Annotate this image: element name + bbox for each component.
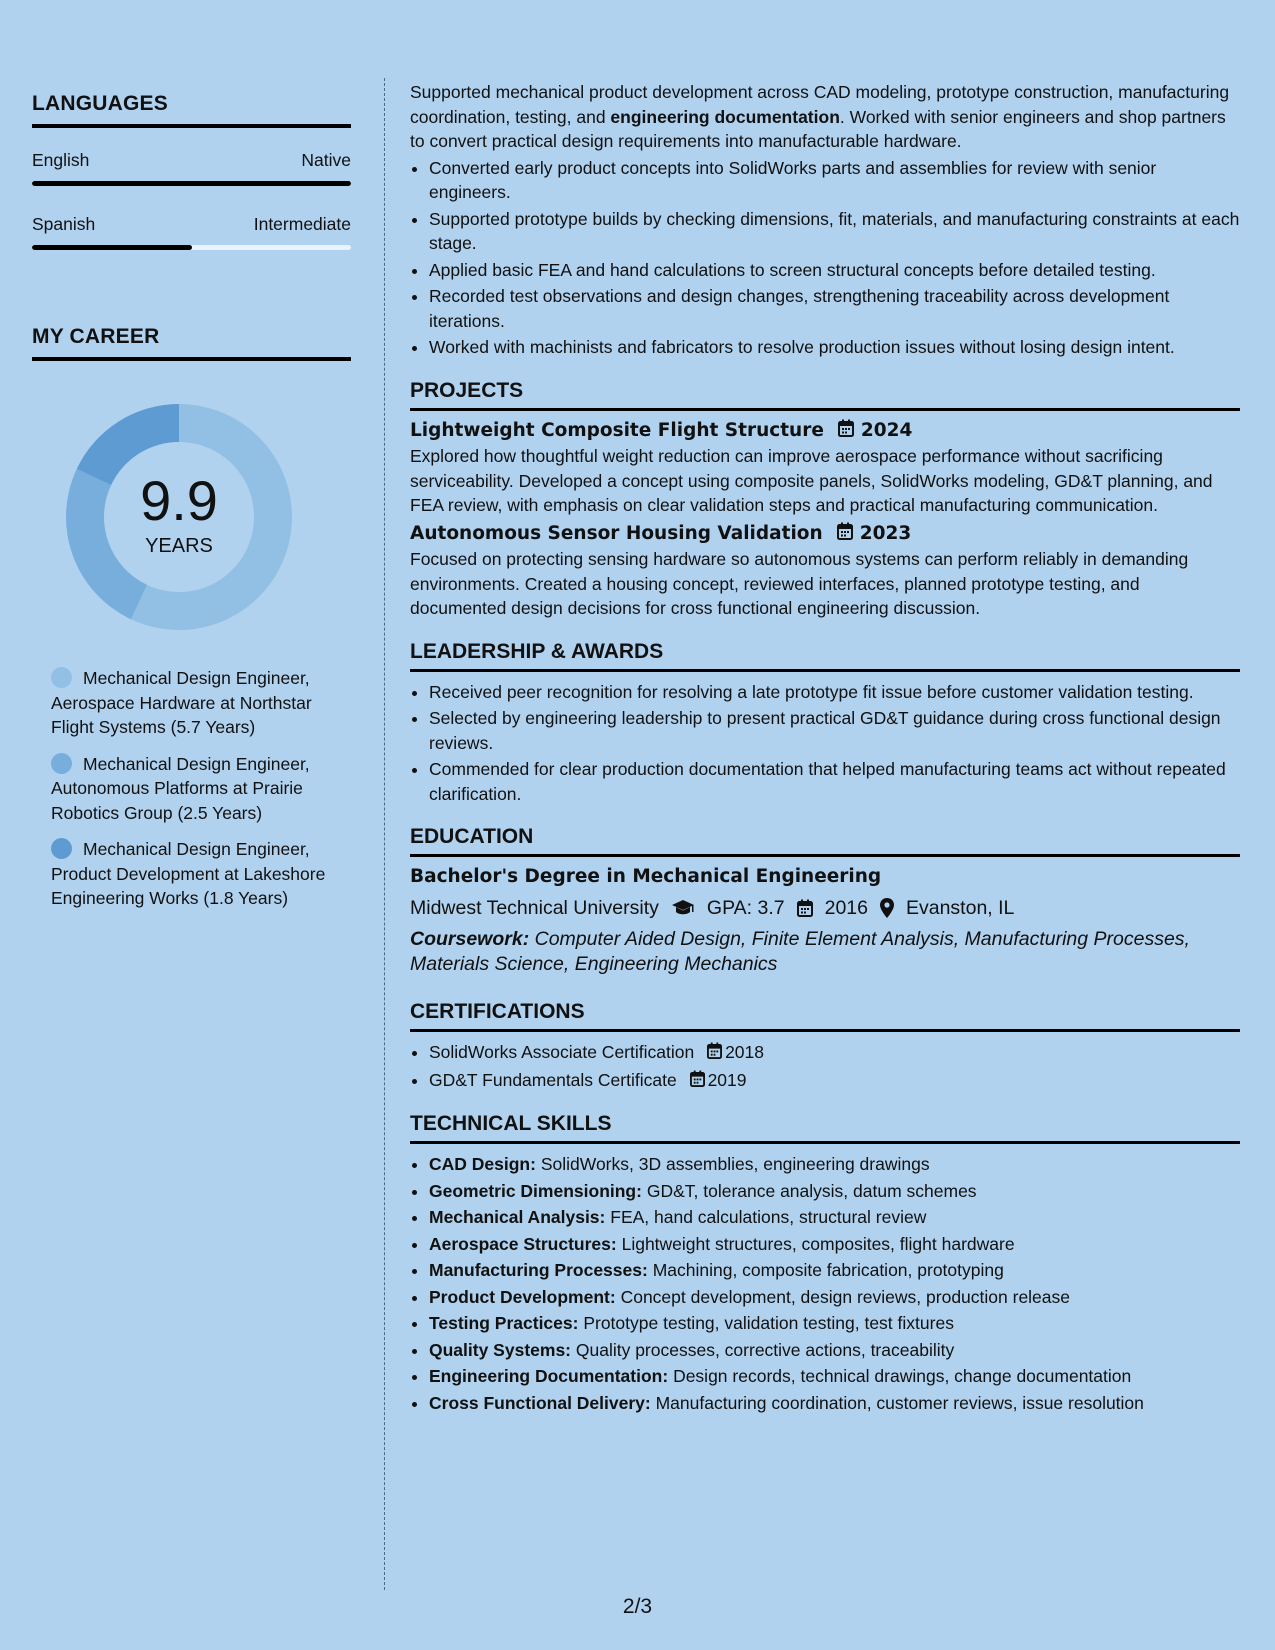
experience-summary xyxy=(410,80,1240,154)
calendar-icon xyxy=(797,899,813,917)
skill-value: Quality processes, corrective actions, traceability xyxy=(575,1339,955,1360)
language-name: Spanish xyxy=(32,214,96,234)
certification-year: 2019 xyxy=(707,1069,747,1090)
education-coursework xyxy=(410,927,1240,977)
project-description: Focused on protecting sensing hardware so autonomous systems can perform reliably in demanding environments. Created a housing concept, reviewed interfaces, planned prototype testing, and documented design decisions for cross functional engineering discussion. xyxy=(410,549,1189,618)
language-item xyxy=(32,214,351,250)
career-role xyxy=(51,666,351,740)
role-color-dot xyxy=(51,667,72,688)
career-role xyxy=(51,752,351,826)
skill-value: Prototype testing, validation testing, test fixtures xyxy=(583,1313,954,1334)
coursework-label: Coursework: xyxy=(410,928,530,950)
career-donut-chart xyxy=(66,404,292,630)
right-column xyxy=(410,80,1240,1417)
skill-item xyxy=(429,1338,1240,1363)
experience-bullets xyxy=(410,156,1240,360)
skill-label: Geometric Dimensioning: xyxy=(429,1180,642,1201)
skill-item xyxy=(429,1258,1240,1283)
skill-item xyxy=(429,1364,1240,1389)
role-text: Mechanical Design Engineer, Aerospace Hardware at Northstar Flight Systems (5.7 Years) xyxy=(51,668,312,737)
language-name: English xyxy=(32,150,90,170)
skill-value: Concept development, design reviews, production release xyxy=(620,1286,1071,1307)
skill-label: CAD Design: xyxy=(429,1154,536,1175)
education-degree: Bachelor's Degree in Mechanical Engineering xyxy=(410,866,882,887)
calendar-icon xyxy=(707,1041,722,1066)
skill-label: Manufacturing Processes: xyxy=(429,1260,648,1281)
skill-item xyxy=(429,1285,1240,1310)
skill-value: Manufacturing coordination, customer reviews, issue resolution xyxy=(655,1392,1144,1413)
skill-value: Design records, technical drawings, change documentation xyxy=(673,1366,1132,1387)
skill-value: SolidWorks, 3D assemblies, engineering drawings xyxy=(540,1154,930,1175)
language-proficiency-fill xyxy=(32,245,192,250)
certifications-title: CERTIFICATIONS xyxy=(410,999,1240,1032)
project-year: 2023 xyxy=(859,523,912,544)
leadership-item: • Selected by engineering leadership to present practical GD&T guidance during cross functional design reviews. xyxy=(429,706,1240,755)
project-item xyxy=(410,522,1240,621)
skill-item xyxy=(429,1232,1240,1257)
skill-label: Aerospace Structures: xyxy=(429,1233,617,1254)
projects-title: PROJECTS xyxy=(410,378,1240,411)
skill-item xyxy=(429,1311,1240,1336)
leadership-item: • Commended for clear production documentation that helped manufacturing teams act without repeated clarification. xyxy=(429,757,1240,806)
summary-emphasis: engineering documentation xyxy=(610,106,840,127)
skill-value: Machining, composite fabrication, prototyping xyxy=(652,1260,1004,1281)
skill-item xyxy=(429,1391,1240,1416)
skills-list xyxy=(410,1152,1240,1415)
certification-name: SolidWorks Associate Certification xyxy=(429,1042,695,1062)
experience-bullet: • Converted early product concepts into SolidWorks parts and assemblies for review with senior engineers. xyxy=(429,156,1240,205)
left-column xyxy=(32,92,351,923)
experience-bullet: • Recorded test observations and design changes, strengthening traceability across development iterations. xyxy=(429,284,1240,333)
skill-value: FEA, hand calculations, structural review xyxy=(610,1207,927,1228)
skill-label: Mechanical Analysis: xyxy=(429,1207,606,1228)
role-color-dot xyxy=(51,753,72,774)
role-text: Mechanical Design Engineer, Product Development at Lakeshore Engineering Works (1.8 Years) xyxy=(51,839,326,908)
career-title: MY CAREER xyxy=(32,325,351,361)
project-year: 2024 xyxy=(860,420,913,441)
leadership-list xyxy=(410,680,1240,807)
certification-item xyxy=(429,1040,1240,1066)
education-location: Evanston, IL xyxy=(905,896,1015,919)
language-item xyxy=(32,150,351,186)
skill-item xyxy=(429,1205,1240,1230)
project-description: Explored how thoughtful weight reduction can improve aerospace performance without sacrificing serviceability. Developed a concept using composite panels, SolidWorks modeling, GD&T planning, and FEA review, with emphasis on clear validation steps and practical manufacturing communication. xyxy=(410,446,1213,515)
skill-label: Product Development: xyxy=(429,1286,616,1307)
skill-label: Testing Practices: xyxy=(429,1313,579,1334)
language-level: Native xyxy=(301,150,351,170)
skill-label: Cross Functional Delivery: xyxy=(429,1392,651,1413)
skill-value: GD&T, tolerance analysis, datum schemes xyxy=(646,1180,977,1201)
project-name: Lightweight Composite Flight Structure xyxy=(410,420,824,441)
education-school: Midwest Technical University xyxy=(410,896,659,919)
project-item xyxy=(410,419,1240,518)
language-level: Intermediate xyxy=(253,214,351,234)
column-divider xyxy=(384,78,385,1590)
education-details xyxy=(410,896,1240,921)
calendar-icon xyxy=(690,1069,705,1094)
skill-value: Lightweight structures, composites, flight hardware xyxy=(621,1233,1015,1254)
education-title: EDUCATION xyxy=(410,824,1240,857)
page-number: 2/3 xyxy=(622,1595,653,1618)
calendar-icon xyxy=(838,419,854,445)
leadership-item: • Received peer recognition for resolving a late prototype fit issue before customer validation testing. xyxy=(429,680,1240,705)
location-pin-icon xyxy=(880,898,894,918)
coursework-text: Computer Aided Design, Finite Element Analysis, Manufacturing Processes, Materials Science, Engineering Mechanics xyxy=(410,928,1190,975)
language-proficiency-bar xyxy=(32,181,351,186)
certifications-list xyxy=(410,1040,1240,1093)
career-total-years: 9.9 xyxy=(140,468,218,532)
languages-title: LANGUAGES xyxy=(32,92,351,128)
graduation-cap-icon xyxy=(671,899,695,917)
skill-label: Quality Systems: xyxy=(429,1339,571,1360)
skill-label: Engineering Documentation: xyxy=(429,1366,669,1387)
summary-text: Supported mechanical product development across CAD modeling, prototype construction, manufacturing coordination, testing, and xyxy=(410,82,1230,127)
skill-item xyxy=(429,1152,1240,1177)
skill-item xyxy=(429,1179,1240,1204)
certification-year: 2018 xyxy=(725,1042,765,1062)
career-roles-list xyxy=(51,666,351,911)
summary-text: . Worked with senior engineers and shop partners to convert practical design requirements into manufacturable hardware. xyxy=(410,106,1226,151)
language-proficiency-fill xyxy=(32,181,351,186)
certification-item xyxy=(429,1068,1240,1094)
language-proficiency-bar xyxy=(32,245,351,250)
experience-bullet: • Worked with machinists and fabricators to resolve production issues without losing design intent. xyxy=(429,335,1240,360)
role-text: Mechanical Design Engineer, Autonomous Platforms at Prairie Robotics Group (2.5 Years) xyxy=(51,753,310,823)
role-color-dot xyxy=(51,838,72,859)
certification-name: GD&T Fundamentals Certificate xyxy=(429,1069,677,1090)
career-role xyxy=(51,837,351,911)
leadership-title: LEADERSHIP & AWARDS xyxy=(410,639,1240,672)
skills-title: TECHNICAL SKILLS xyxy=(410,1111,1240,1144)
project-name: Autonomous Sensor Housing Validation xyxy=(410,523,823,544)
calendar-icon xyxy=(837,522,853,548)
career-years-unit: YEARS xyxy=(145,534,213,557)
education-gpa: GPA: 3.7 xyxy=(706,896,785,919)
experience-bullet: • Supported prototype builds by checking dimensions, fit, materials, and manufacturing constraints at each stage. xyxy=(429,207,1240,256)
education-year: 2016 xyxy=(824,896,868,919)
experience-bullet: • Applied basic FEA and hand calculations to screen structural concepts before detailed testing. xyxy=(429,258,1240,283)
